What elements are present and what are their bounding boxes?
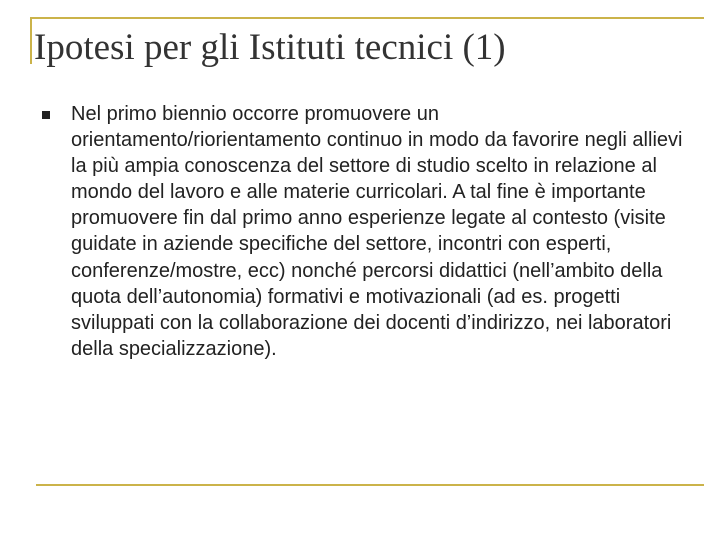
left-accent-rule <box>30 17 32 64</box>
slide-body <box>42 101 690 362</box>
slide-title: Ipotesi per gli Istituti tecnici (1) <box>34 27 506 68</box>
bullet-text: Nel primo biennio occorre promuovere un orientamento/riorientamento continuo in modo da favorire negli allievi la più ampia conoscenza del settore di studio scelto in relazione al mondo del lavoro e alle materie curricolari. A tal fine è importante promuovere fin dal primo anno esperienze legate al contesto (visite guidate in aziende specifiche del settore, incontri con esperti, conferenze/mostre, ecc) nonché percorsi didattici (nell’ambito della quota dell’autonomia) formativi e motivazionali (ad es. progetti sviluppati con la collaborazione dei docenti d’indirizzo, nei laboratori della specializzazione). <box>71 103 683 360</box>
top-divider <box>30 17 704 19</box>
square-bullet-icon <box>42 111 50 119</box>
bottom-divider <box>36 484 704 486</box>
bullet-item <box>42 101 690 362</box>
